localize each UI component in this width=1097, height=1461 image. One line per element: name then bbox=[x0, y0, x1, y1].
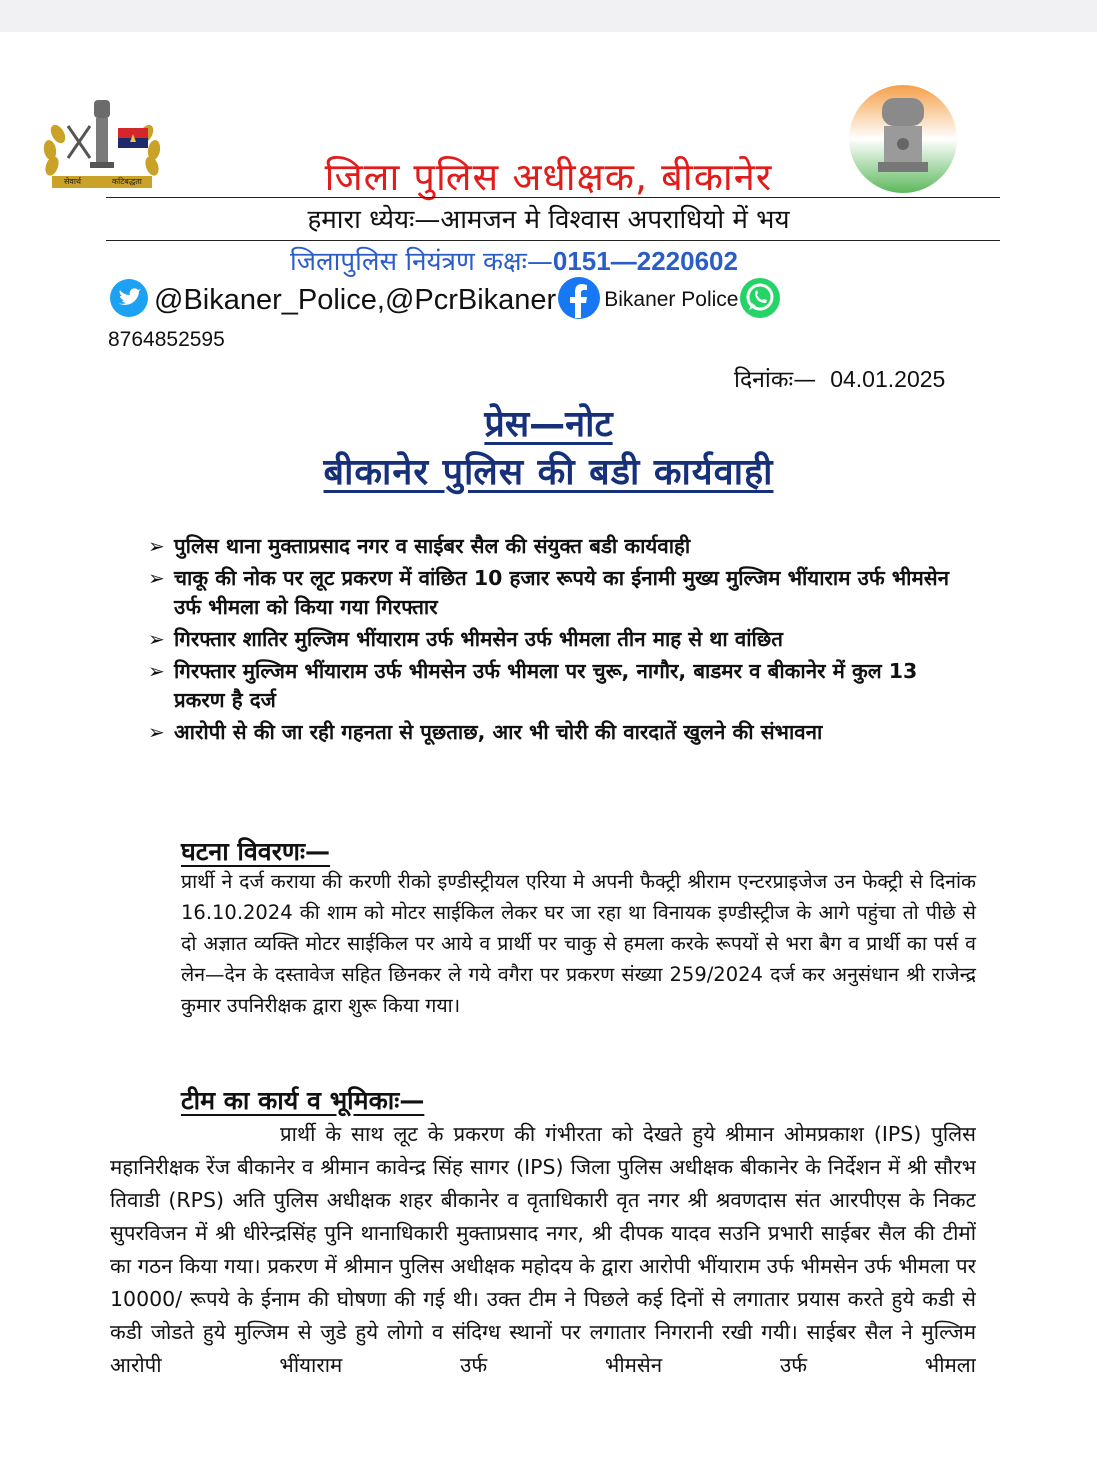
header-rule-bottom bbox=[106, 240, 1000, 241]
incident-text: प्रार्थी ने दर्ज कराया की करणी रीको इण्डीस्ट्रीयल एरिया मे अपनी फैक्ट्री श्रीराम एन्टरप्राइजेज उन फेक्ट्री से दिनांक 16.10.2024 की शाम को मोटर साईकिल लेकर घर जा रहा था विनायक इण्डीस्ट्रीज के आगे पहुंचा तो पीछे से दो अज्ञात व्यक्ति मोटर साईकिल पर आये व प्रार्थी पर चाकु से हमला करके रूपयों से भरा बैग व प्रार्थी का पर्स व लेन—देन के दस्तावेज सहित छिनकर ले गये वगैरा पर प्रकरण संख्या 259/2024 दर्ज कर अनुसंधान श्री राजेन्द्र कुमार उपनिरीक्षक द्वारा शुरू किया गया। bbox=[181, 870, 976, 1017]
control-room-line bbox=[290, 242, 738, 278]
arrow-bullet-icon: ➢ bbox=[148, 566, 165, 590]
arrow-bullet-icon: ➢ bbox=[148, 627, 165, 651]
date-label: दिनांकः— bbox=[734, 367, 817, 393]
headline-text: बीकानेर पुलिस की बडी कार्यवाही bbox=[323, 452, 774, 493]
list-item: ➢ पुलिस थाना मुक्ताप्रसाद नगर व साईबर सैल की संयुक्त बडी कार्यवाही bbox=[148, 532, 968, 561]
facebook-page-name: Bikaner Police bbox=[604, 288, 739, 311]
list-item: ➢ गिरफ्तार मुल्जिम भींयाराम उर्फ भीमसेन उर्फ भीमला पर चुरू, नागौर, बाडमर व बीकानेर में कुल 13 प्रकरण है दर्ज bbox=[148, 659, 918, 712]
office-title: जिला पुलिस अधीक्षक, बीकानेर bbox=[324, 155, 773, 199]
headline bbox=[0, 446, 1097, 495]
press-note-title bbox=[0, 398, 1097, 447]
screenshot-top-bar bbox=[0, 0, 1097, 32]
whatsapp-icon bbox=[738, 277, 782, 323]
twitter-icon bbox=[108, 278, 150, 322]
header-rule-top bbox=[106, 197, 1000, 198]
emblem-text-left: सेवार्थ bbox=[64, 177, 82, 186]
list-item: ➢ चाकू की नोक पर लूट प्रकरण में वांछित 10 हजार रूपये का ईनामी मुख्य मुल्जिम भींयाराम उर्फ भीमसेन उर्फ भीमला को किया गया गिरफ्तार bbox=[148, 566, 949, 619]
team-text: प्रार्थी के साथ लूट के प्रकरण की गंभीरता को देखते हुये श्रीमान ओमप्रकाश (IPS) पुलिस महानिरीक्षक रेंज बीकानेर व श्रीमान कावेन्द्र सिंह सागर (IPS) जिला पुलिस अधीक्षक बीकानेर के निर्देशन में श्री सौरभ तिवाडी (RPS) अति पुलिस अधीक्षक शहर बीकानेर व वृताधिकारी वृत नगर श्री श्रवणदास संत आरपीएस के निकट सुपरविजन में श्री धीरेन्द्रसिंह पुनि थानाधिकारी मुक्ताप्रसाद नगर, श्री दीपक यादव सउनि प्रभारी साईबर सैल की टीमों का गठन किया गया। प्रकरण में श्रीमान पुलिस अधीक्षक महोदय के द्वारा आरोपी भींयाराम उर्फ भीमसेन उर्फ भीमला पर 10000/ रूपये के ईनाम की घोषणा की गई थी। उक्त टीम ने पिछले कई दिनों से लगातार प्रयास करते हुये कडी से कडी जोडते हुये मुल्जिम से जुडे हुये लोगो व संदिग्ध स्थानों पर लगातार निगरानी रखी गयी। साईबर सैल ने मुल्जिम आरोपी भींयाराम उर्फ भीमसेन उर्फ भीमला bbox=[110, 1122, 976, 1377]
control-room-label: जिलापुलिस नियंत्रण कक्षः— bbox=[290, 247, 553, 277]
date-line bbox=[734, 362, 945, 394]
control-room-number: 0151—2220602 bbox=[552, 246, 738, 276]
arrow-bullet-icon: ➢ bbox=[148, 534, 165, 558]
arrow-bullet-icon: ➢ bbox=[148, 659, 165, 683]
list-item: ➢ गिरफ्तार शातिर मुल्जिम भींयाराम उर्फ भीमसेन उर्फ भीमला तीन माह से था वांछित bbox=[148, 625, 968, 654]
list-item: ➢ आरोपी से की जा रही गहनता से पूछताछ, आर भी चोरी की वारदातें खुलने की संभावना bbox=[148, 718, 968, 747]
date-value: 04.01.2025 bbox=[830, 366, 946, 392]
emblem-text-right: कटिबद्धता bbox=[112, 177, 142, 186]
highlights-list bbox=[148, 532, 968, 750]
press-note-title-text: प्रेस—नोट bbox=[484, 404, 613, 445]
facebook-icon bbox=[556, 276, 602, 324]
social-media-line bbox=[108, 278, 782, 322]
team-heading: टीम का कार्य व भूमिकाः— bbox=[181, 1086, 425, 1115]
social-handles: @Bikaner_Police,@PcrBikaner bbox=[154, 283, 557, 316]
incident-heading: घटना विवरणः— bbox=[181, 837, 331, 866]
whatsapp-number: 8764852595 bbox=[108, 328, 225, 351]
arrow-bullet-icon: ➢ bbox=[148, 720, 165, 744]
motto: हमारा ध्येयः—आमजन मे विश्वास अपराधियो में भय bbox=[307, 205, 790, 235]
